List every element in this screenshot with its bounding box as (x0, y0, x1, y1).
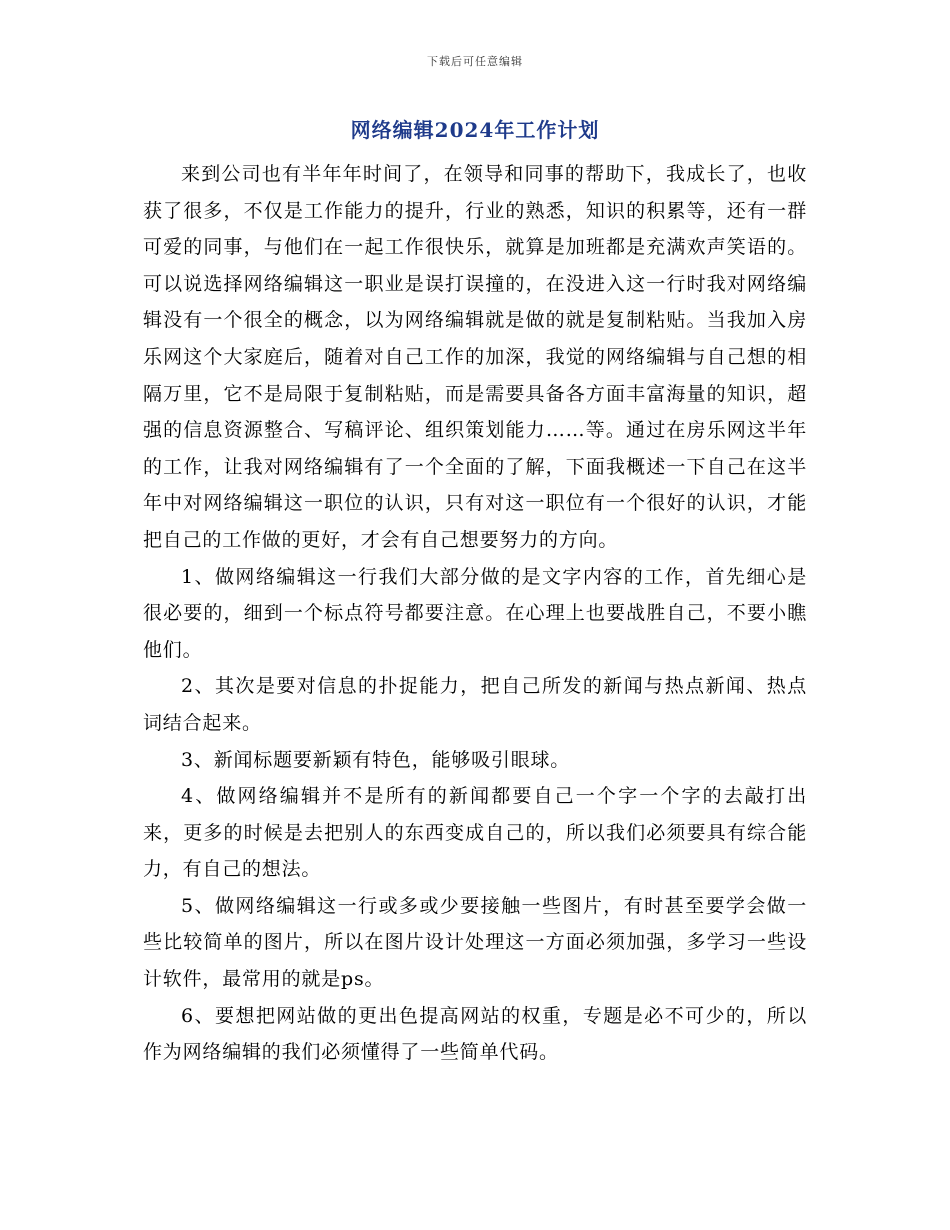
paragraph-point-4: 4、做网络编辑并不是所有的新闻都要自己一个字一个字的去敲打出来，更多的时候是去把别人的东西变成自己的，所以我们必须要具有综合能力，有自己的想法。 (143, 785, 807, 881)
paragraph-point-3: 3、新闻标题要新颖有特色，能够吸引眼球。 (181, 748, 571, 771)
page-header-note: 下载后可任意编辑 (427, 55, 523, 68)
document-title: 网络编辑2024年工作计划 (350, 118, 600, 142)
paragraph-point-1: 1、做网络编辑这一行我们大部分做的是文字内容的工作，首先细心是很必要的，细到一个标点符号都要注意。在心理上也要战胜自己，不要小瞧他们。 (143, 565, 807, 661)
paragraph-point-5: 5、做网络编辑这一行或多或少要接触一些图片，有时甚至要学会做一些比较简单的图片，所以在图片设计处理这一方面必须加强，多学习一些设计软件，最常用的就是ps。 (143, 894, 807, 991)
document-body (143, 156, 807, 1071)
paragraph-point-6: 6、要想把网站做的更出色提高网站的权重，专题是必不可少的，所以作为网络编辑的我们必须懂得了一些简单代码。 (143, 1004, 807, 1064)
paragraph-point-2: 2、其次是要对信息的扑捉能力，把自己所发的新闻与热点新闻、热点词结合起来。 (143, 675, 807, 734)
paragraph-intro: 来到公司也有半年年时间了，在领导和同事的帮助下，我成长了，也收获了很多，不仅是工作能力的提升，行业的熟悉，知识的积累等，还有一群可爱的同事，与他们在一起工作很快乐，就算是加班都是充满欢声笑语的。可以说选择网络编辑这一职业是误打误撞的，在没进入这一行时我对网络编辑没有一个很全的概念，以为网络编辑就是做的就是复制粘贴。当我加入房乐网这个大家庭后，随着对自己工作的加深，我觉的网络编辑与自己想的相隔万里，它不是局限于复制粘贴，而是需要具备各方面丰富海量的知识，超强的信息资源整合、写稿评论、组织策划能力……等。通过在房乐网这半年的工作，让我对网络编辑有了一个全面的了解，下面我概述一下自己在这半年中对网络编辑这一职位的认识，只有对这一职位有一个很好的认识，才能把自己的工作做的更好，才会有自己想要努力的方向。 (143, 163, 807, 551)
